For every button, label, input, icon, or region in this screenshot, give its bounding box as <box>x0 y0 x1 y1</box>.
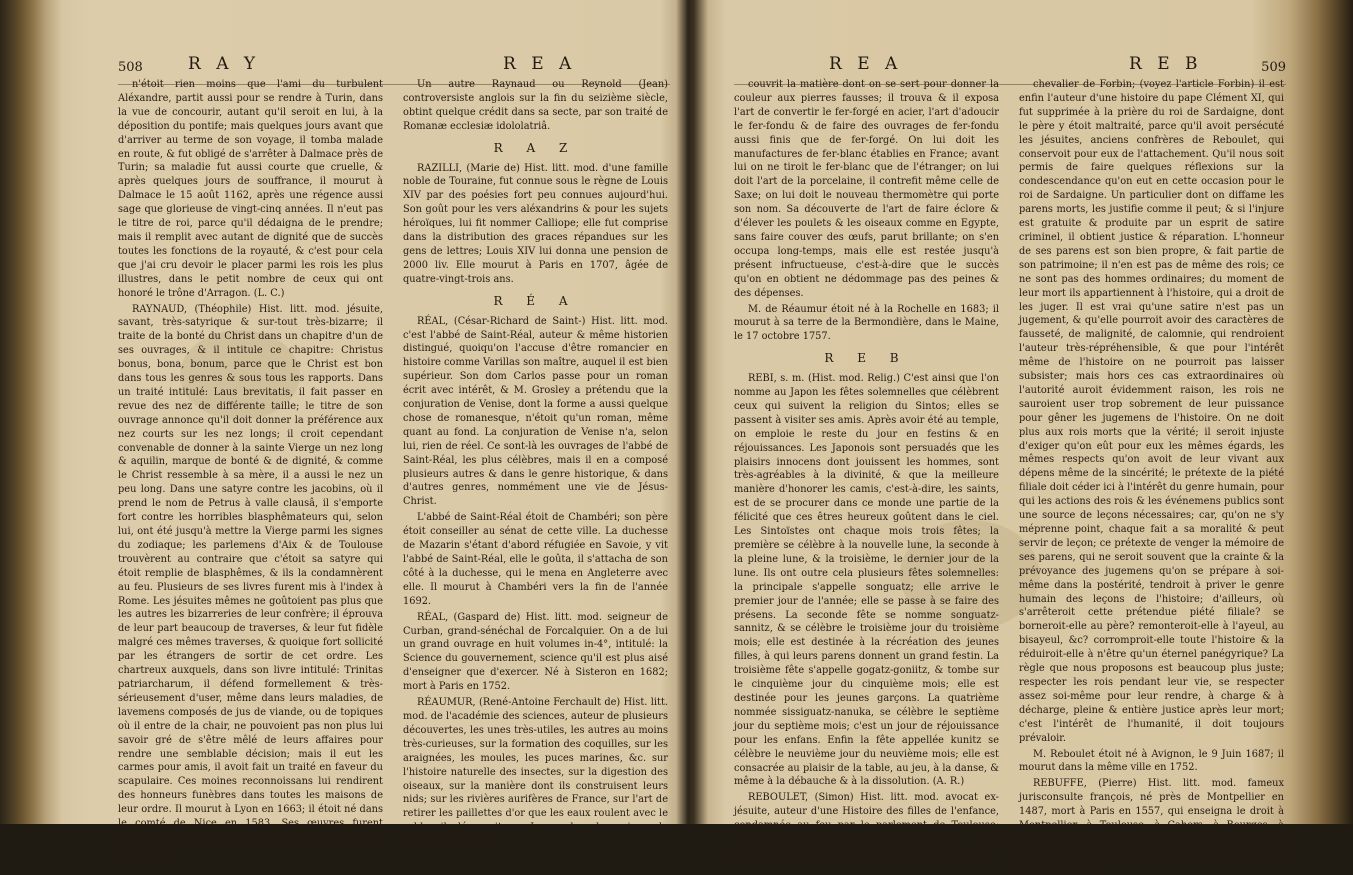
paragraph: RAYNAUD, (Théophile) Hist. litt. mod. jésuite, savant, très-satyrique & sur-tout très-bizarre; il traite de la bonté du Christ dans un chapitre d'un de ses ouvrages, & il intitule ce chapitre: Christus bonus, bona, bonum, parce que le Christ est bon dans tous les genres & sous tous les rapports. Dans un traité intitulé: Laus brevitatis, il fait passer en revue des nez de différente taille; le titre de son ouvrage annonce qu'il doit donner la préférence aux nez courts sur les nez longs; il croit cependant convenable de donner à la sainte Vierge un nez long & aquilin, marque de bonté & de dignité, & comme le Christ ressemble à sa mère, il a aussi le nez un peu long. Dans une satyre contre les jacobins, où il prend le nom de Petrus à valle clausâ, il s'emporte fort contre les horribles blasphêmateurs qui, selon lui, ont été jusqu'à mettre la Vierge parmi les signes du zodiaque; les parlemens d'Aix & de Toulouse trouvèrent au contraire que c'étoit sa satyre qui étoit remplie de blasphêmes, & ils la condamnèrent au feu. Plusieurs de ses livres furent mis à l'index à Rome. Les jésuites mêmes ne goûtoient pas plus que les autres les bizarreries de leur confrère; il éprouva de leur part beaucoup de traverses, & leur fut fidèle malgré ces mêmes traverses, & quoique fort sollicité par les étrangers de sortir de cet ordre. Les chartreux auxquels, dans son livre intitulé: Trinitas patriarcharum, il défend formellement & très-sérieusement d'user, même dans leurs maladies, de lavemens composés de jus de viande, ou de topiques où il entre de la chair, ne pouvoient pas non plus lui savoir gré de s'être mêlé de leurs affaires pour rendre une semblable décision; mais il eut les carmes pour amis, il avoit fait un traité en faveur du scapulaire. Ces moines reconnoissans lui rendirent des honneurs funèbres dans toutes les maisons de leur ordre. Il mourut à Lyon en 1663; il étoit né dans le comté de Nice en 1583. Ses œuvres furent recueillies à Lyon en vingt volumes in-folio. Quelle collection ! <box>118 303 383 857</box>
paragraph: couvrit la matière dont on se sert pour donner la couleur aux pierres fausses; il trouva & il exposa l'art de convertir le fer-forgé en acier, l'art d'adoucir le fer-fondu & de faire des ouvrages de fer-fondu aussi finis que de fer-forgé. On lui doit les manufactures de fer-blanc établies en France; avant lui on ne tiroit le fer-blanc que de l'étranger; on lui doit l'art de la porcelaine, il contrefit même celle de Saxe; on lui doit le nouveau thermomètre qui porte son nom. Sa découverte de l'art de faire éclore & d'élever les poulets & les oiseaux comme en Egypte, sans faire couver des œufs, parut brillante; on s'en occupa long-temps, mais elle est restée jusqu'à présent infructueuse, c'est-à-dire que le succès qu'on en obtient ne dédommage pas des peines & des dépenses. <box>734 79 999 299</box>
paragraph: REBOULET, (Simon) Hist. litt. mod. avocat ex-jésuite, auteur d'une Histoire des filles de l'enfance, condamnée au feu par le parlement de Toulouse; d'une histoire de Louis XIV, estimée pour l'exactitude; c'est lui qui a rédigé les mémoires du <box>734 792 999 859</box>
left-column-2 <box>403 78 668 848</box>
page-number: 508 <box>118 60 143 75</box>
page-header <box>118 54 670 80</box>
section-heading: R É A <box>493 293 578 308</box>
running-head-left: R A Y <box>188 54 261 74</box>
running-head-right: R E A <box>503 54 577 74</box>
paragraph: chevalier de Forbin; (voyez l'article Forbin) il est enfin l'auteur d'une histoire du pape Clément XI, qui fut supprimée à la prière du roi de Sardaigne, dont le père y étoit maltraité, parce qu'il avoit persécuté les jésuites, anciens confrères de Reboulet, qui conservoit pour eux de l'attachement. Qu'il nous soit permis de faire quelques réflexions sur la condescendance qu'on eut en cette occasion pour le roi de Sardaigne. Un particulier dont on diffame les parens morts, les justifie comme il peut; & si l'injure est gratuite & produite par un esprit de satire criminel, il obtient justice & réparation. L'honneur de ses parens est son bien propre, & fait partie de son patrimoine; il n'en est pas de même des rois; ce ne sont pas des hommes ordinaires; du moment de leur mort ils appartiennent à l'histoire, qui a droit de les juger. Il est vrai qu'une satire n'est pas un jugement, & qu'elle pourroit avoir des caractères de fausseté, de malignité, de calomnie, qui rendroient l'auteur très-répréhensible, & que pour l'intérêt même de l'histoire on ne pourroit pas laisser subsister; mais hors ces cas extraordinaires où l'autorité auroit évidemment raison, les rois ne sauroient user trop sobrement de leur puissance pour gêner les jugemens de l'histoire. On ne doit plus aux rois morts que la vérité; il seroit injuste d'exiger qu'on eût pour eux les mêmes égards, les mêmes respects qu'on avoit de leur vivant aux dépens même de la sincérité; le prétexte de la piété filiale doit céder ici à l'intérêt du genre humain, pour qui les actions des rois & les événemens publics sont une source de leçons nécessaires; car, qu'on ne s'y méprenne point, chaque fait a sa moralité & peut servir de leçon; ce prétexte de venger la mémoire de ses parens, qui ne seroit souvent que la crainte & la prévoyance des jugemens qu'on se prépare à soi-même dans la postérité, tendroit à priver le genre humain des leçons de l'histoire; d'ailleurs, où s'arrêteroit cette prétendue piété filiale? se borneroit-elle au père? remonteroit-elle à l'ayeul, au bisayeul, &c? corromproit-elle toute l'histoire & la réduiroit-elle à n'être qu'un éternel panégyrique? La règle que nous proposons est beaucoup plus juste; respecter les rois pendant leur vie, se respecter assez soi-même pour leur rendre, à charge & à décharge, pleine & entière justice après leur mort; c'est l'intérêt de l'humanité, il doit toujours prévaloir. <box>1019 79 1284 744</box>
section-heading: R A Z <box>493 140 578 155</box>
paragraph: L'abbé de Saint-Réal étoit de Chambéri; son père étoit conseiller au sénat de cette ville. La duchesse de Mazarin s'étant d'abord réfugiée en Savoie, y vit l'abbé de Saint-Réal, elle le goûta, il s'attacha de son côté à la duchesse, qui le mena en Angleterre avec elle. Il mourut à Chambéri vers la fin de l'année 1692. <box>403 512 668 607</box>
left-column-1 <box>118 78 383 857</box>
paragraph: RÉAL, (Gaspard de) Hist. litt. mod. seigneur de Curban, grand-sénéchal de Forcalquier. On a de lui un grand ouvrage en huit volumes in-4°, intitulé: la Science du gouvernement, science qu'il est plus aisé d'enseigner que d'exercer. Né à Sisteron en 1682; mort à Paris en 1752. <box>403 611 668 693</box>
running-head-right: R E B <box>1129 54 1203 74</box>
paragraph: n'étoit rien moins que l'ami du turbulent Aléxandre, partit aussi pour se rendre à Turin, dans la vue de concourir, autant qu'il seroit en lui, à la déposition du pontife; mais quelques jours avant que d'arriver au terme de son voyage, il tomba malade en route, & fut obligé de s'arrêter à Dalmace près de Turin; sa maladie fut aussi courte que cruelle, & après quelques jours de souffrance, il mourut à Dalmace le 15 août 1162, après une régence aussi sage que glorieuse de vingt-cinq années. Il n'eut pas le titre de roi, parce qu'il dédaigna de le prendre; mais il remplit avec autant de dignité que de succès toutes les fonctions de la royauté, & c'est pour cela que j'ai cru devoir le placer parmi les rois les plus illustres, dans le petit nombre de ceux qui ont honoré le trône d'Arragon. (L. C.) <box>118 79 383 299</box>
left-page <box>118 36 670 857</box>
paragraph: M. Reboulet étoit né à Avignon, le 9 Juin 1687; il mourut dans la même ville en 1752. <box>1019 748 1284 774</box>
right-column-1 <box>734 78 999 859</box>
paragraph: REBI, s. m. (Hist. mod. Relig.) C'est ainsi que l'on nomme au Japon les fêtes solemnelles que célèbrent ceux qui suivent la religion du Sintos; elles se passent à visiter ses amis. Après avoir été au temple, on emploie le reste du jour en festins & en réjouissances. Les Japonois sont persuadés que les plaisirs innocens dont jouissent les hommes, sont très-agréables à la divinité, & que la meilleure manière d'honorer les camis, c'est-à-dire, les saints, est de se procurer dans ce monde une partie de la félicité que ces êtres heureux goûtent dans le ciel. Les Sintoïstes ont chaque mois trois fêtes; la première se célèbre à la nouvelle lune, la seconde à la pleine lune, & la troisième, le dernier jour de la lune. Ils ont outre cela plusieurs fêtes solemnelles: la principale s'appelle songuatz; elle arrive le premier jour de l'année; elle se passe à se faire des présens. La seconde fête se nomme songuatz-sannitz, & se célèbre le troisième jour du troisième mois; elle est destinée à la récréation des jeunes filles, à qui leurs parens donnent un grand festin. La troisième fête s'appelle gogatz-goniitz, & tombe sur le cinquième jour du cinquième mois; elle est destinée pour les jeunes garçons. La quatrième nommée sissiguatz-nanuka, se célèbre le septième jour du septième mois; c'est un jour de réjouissance pour les enfans. Enfin la fête appellée kunitz se célèbre le neuvième jour du neuvième mois; elle est consacrée au plaisir de la table, au jeu, à la danse, & même à la débauche & à la dissolution. (A. R.) <box>734 373 999 788</box>
paragraph: RÉAUMUR, (René-Antoine Ferchault de) Hist. litt. mod. de l'académie des sciences, auteur de plusieurs découvertes, les unes très-utiles, les autres au moins très-curieuses, sur la formation des coquilles, sur les araignées, les moules, les puces marines, &c. sur l'histoire naturelle des insectes, sur la digestion des oiseaux, sur la manière dont ils construisent leurs nids; sur les rivières aurifères de France, sur l'art de retirer les paillettes d'or que les eaux roulent avec le sable; il découvrit en Languedoc des mines de turquoises, il dé- <box>403 697 668 848</box>
paragraph: M. de Réaumur étoit né à la Rochelle en 1683; il mourut à sa terre de la Bermondière, dans le Maine, le 17 octobre 1757. <box>734 303 999 343</box>
running-head-left: R E A <box>829 54 903 74</box>
section-heading: R E B <box>824 351 909 366</box>
right-column-2 <box>1019 78 1284 873</box>
paragraph: RÉAL, (César-Richard de Saint-) Hist. litt. mod. c'est l'abbé de Saint-Réal, auteur & même historien distingué, quoiqu'on l'accuse d'être romancier en histoire comme Varillas son maître, auquel il est bien supérieur. Son dom Carlos passe pour un roman écrit avec intérêt, & M. Grosley a prétendu que la conjuration de Venise, dont la forme a aussi quelque chose de romanesque, n'étoit qu'un roman, même quant au fond. La conjuration de Venise n'a, selon lui, rien de réel. Ce sont-là les ouvrages de l'abbé de Saint-Réal, les plus célèbres, mais il en a composé plusieurs autres & dans le genre historique, & dans d'autres genres, nommément une vie de Jésus-Christ. <box>403 315 668 508</box>
right-page <box>734 36 1286 873</box>
paragraph: Un autre Raynaud ou Reynold (Jean) controversiste anglois sur la fin du seizième siècle, obtint quelque crédit dans sa secte, par son traité de Romanæ ecclesiæ idololatriâ. <box>403 79 668 132</box>
paragraph: REBUFFE, (Pierre) Hist. litt. mod. fameux jurisconsulte françois, né près de Montpellier en 1487, mort à Paris en 1557, qui enseigna le droit à Montpellier, à Toulouse, à Cahors, à Bourges, à Paris, & dont les ouvrages ont été recueillis en six volumes in-folio, & sont cités au barreau comme une grande autorité. <box>1019 778 1284 873</box>
page-number: 509 <box>1261 60 1286 75</box>
page-header <box>734 54 1286 80</box>
paragraph: RAZILLI, (Marie de) Hist. litt. mod. d'une famille noble de Touraine, fut connue sous le règne de Louis XIV par des poésies fort peu connues aujourd'hui. Son goût pour les vers aléxandrins & pour les sujets héroïques, lui fit nommer Calliope; elle fut comprise dans la distribution des graces répandues sur les gens de lettres; Louis XIV lui donna une pension de 2000 liv. Elle mourut à Paris en 1707, âgée de quatre-vingt-trois ans. <box>403 162 668 285</box>
